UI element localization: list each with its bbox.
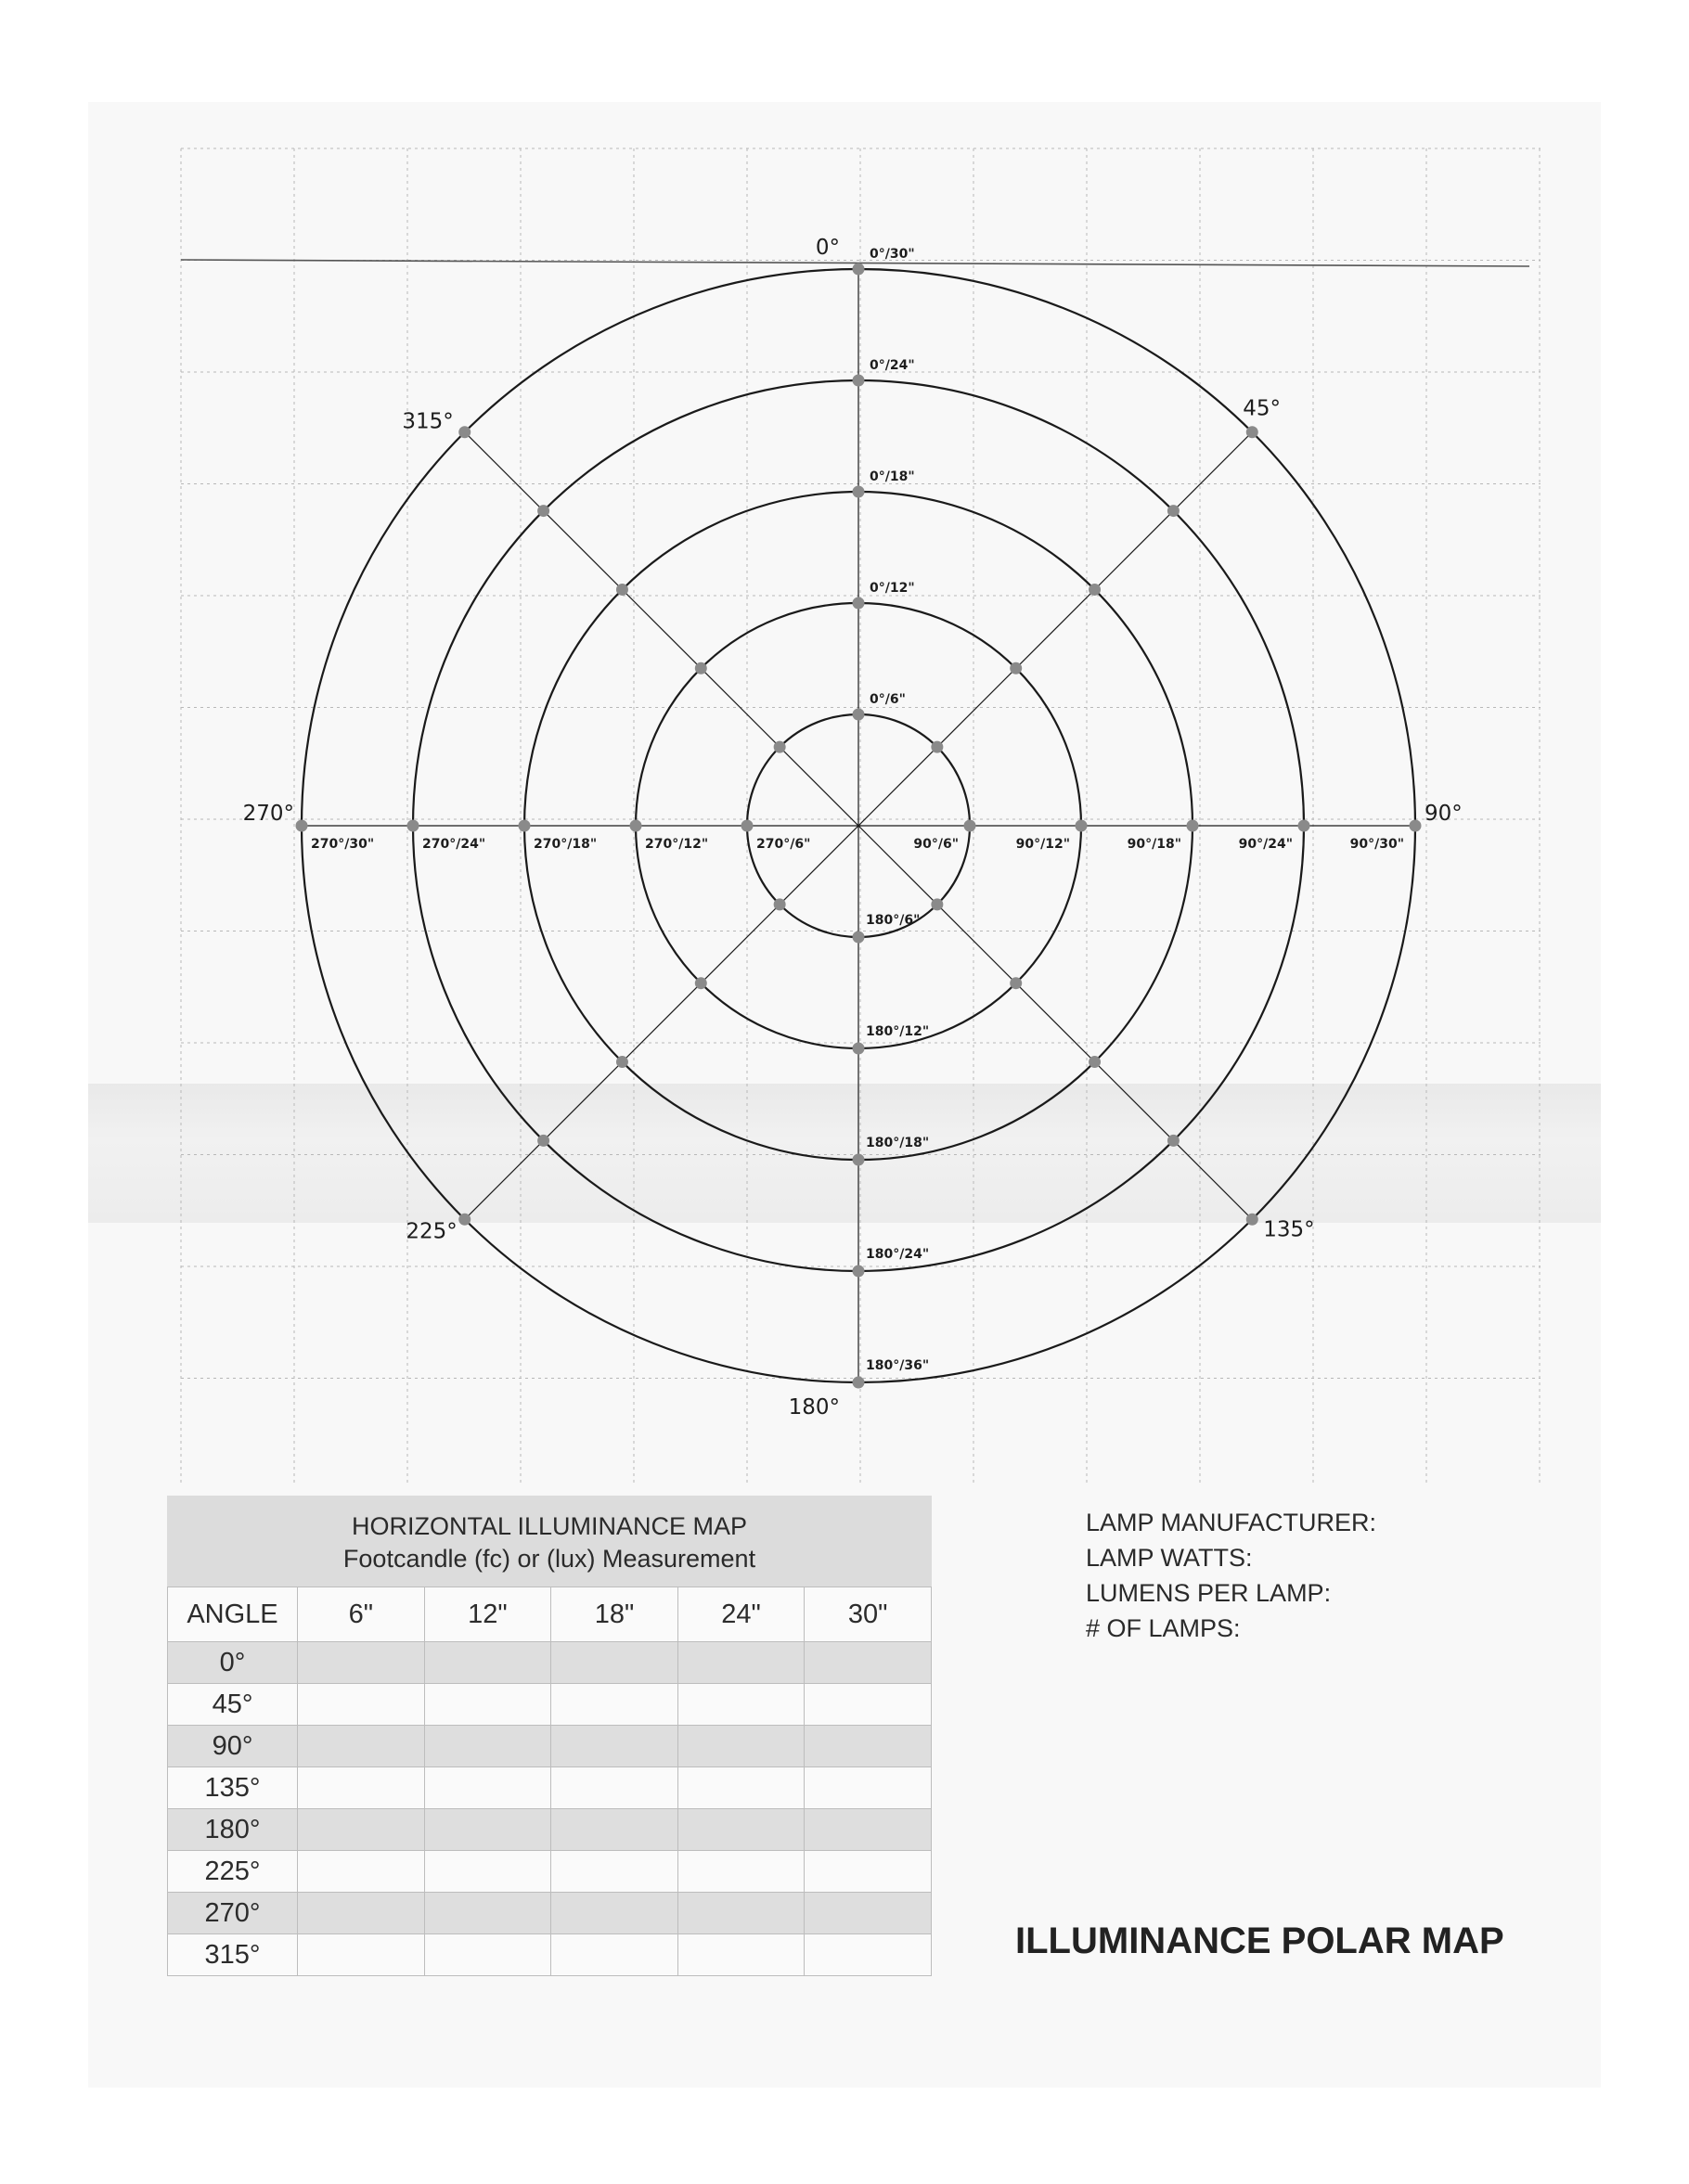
angle-label: 45° bbox=[1243, 396, 1282, 421]
value-cell[interactable] bbox=[551, 1851, 678, 1893]
table-title: HORIZONTAL ILLUMINANCE MAP bbox=[351, 1512, 748, 1540]
table-subtitle: Footcandle (fc) or (lux) Measurement bbox=[342, 1545, 756, 1573]
angle-label: 315° bbox=[402, 409, 454, 434]
value-cell[interactable] bbox=[805, 1893, 932, 1934]
value-cell[interactable] bbox=[298, 1726, 425, 1767]
row-angle: 135° bbox=[168, 1767, 298, 1809]
measurement-point bbox=[853, 1043, 865, 1055]
value-cell[interactable] bbox=[298, 1851, 425, 1893]
measurement-point bbox=[1167, 1135, 1180, 1147]
value-cell[interactable] bbox=[551, 1642, 678, 1684]
table-header-row bbox=[168, 1587, 932, 1642]
measurement-point bbox=[1010, 662, 1022, 674]
measurement-point bbox=[458, 426, 471, 438]
table-row bbox=[168, 1893, 932, 1934]
value-cell[interactable] bbox=[677, 1809, 805, 1851]
point-label: 180°/24" bbox=[866, 1247, 930, 1262]
measurement-point bbox=[1246, 1214, 1258, 1226]
measurement-point bbox=[1410, 820, 1422, 832]
measurement-point bbox=[853, 931, 865, 944]
measurement-point bbox=[853, 1154, 865, 1166]
point-label: 90°/24" bbox=[1238, 837, 1293, 852]
measurement-point bbox=[931, 898, 943, 910]
point-label: 180°/12" bbox=[866, 1024, 930, 1039]
measurement-point bbox=[537, 505, 549, 517]
table-row bbox=[168, 1767, 932, 1809]
value-cell[interactable] bbox=[805, 1934, 932, 1976]
value-cell[interactable] bbox=[298, 1934, 425, 1976]
header-angle: ANGLE bbox=[168, 1587, 298, 1642]
value-cell[interactable] bbox=[551, 1893, 678, 1934]
table-row bbox=[168, 1642, 932, 1684]
measurement-point bbox=[931, 741, 943, 753]
header-30in: 30" bbox=[805, 1587, 932, 1642]
value-cell[interactable] bbox=[424, 1684, 551, 1726]
value-cell[interactable] bbox=[677, 1851, 805, 1893]
measurement-point bbox=[458, 1214, 471, 1226]
measurement-point bbox=[853, 709, 865, 721]
point-label: 180°/6" bbox=[866, 913, 921, 928]
point-label: 0°/24" bbox=[870, 358, 915, 373]
point-label: 90°/18" bbox=[1127, 837, 1181, 852]
header-24in: 24" bbox=[677, 1587, 805, 1642]
measurement-point bbox=[695, 977, 707, 989]
table-row bbox=[168, 1726, 932, 1767]
point-label: 180°/36" bbox=[866, 1358, 930, 1373]
value-cell[interactable] bbox=[677, 1767, 805, 1809]
value-cell[interactable] bbox=[551, 1809, 678, 1851]
value-cell[interactable] bbox=[551, 1767, 678, 1809]
row-angle: 315° bbox=[168, 1934, 298, 1976]
measurement-point bbox=[1076, 820, 1088, 832]
point-label: 180°/18" bbox=[866, 1136, 930, 1150]
row-angle: 0° bbox=[168, 1642, 298, 1684]
table-row bbox=[168, 1809, 932, 1851]
point-label: 270°/6" bbox=[756, 837, 811, 852]
row-angle: 225° bbox=[168, 1851, 298, 1893]
table-row bbox=[168, 1684, 932, 1726]
value-cell[interactable] bbox=[677, 1934, 805, 1976]
value-cell[interactable] bbox=[551, 1726, 678, 1767]
value-cell[interactable] bbox=[805, 1809, 932, 1851]
point-label: 0°/30" bbox=[870, 247, 915, 262]
value-cell[interactable] bbox=[677, 1642, 805, 1684]
value-cell[interactable] bbox=[805, 1642, 932, 1684]
value-cell[interactable] bbox=[424, 1934, 551, 1976]
measurement-point bbox=[853, 375, 865, 387]
lamp-info-block bbox=[1086, 1505, 1376, 1646]
lumens-per-lamp-label: LUMENS PER LAMP: bbox=[1086, 1579, 1332, 1607]
value-cell[interactable] bbox=[551, 1934, 678, 1976]
value-cell[interactable] bbox=[677, 1684, 805, 1726]
value-cell[interactable] bbox=[551, 1684, 678, 1726]
row-angle: 45° bbox=[168, 1684, 298, 1726]
header-12in: 12" bbox=[424, 1587, 551, 1642]
value-cell[interactable] bbox=[424, 1642, 551, 1684]
value-cell[interactable] bbox=[298, 1642, 425, 1684]
measurement-point bbox=[1089, 1056, 1101, 1068]
value-cell[interactable] bbox=[424, 1809, 551, 1851]
value-cell[interactable] bbox=[298, 1684, 425, 1726]
value-cell[interactable] bbox=[424, 1851, 551, 1893]
table-header-block bbox=[167, 1496, 932, 1587]
value-cell[interactable] bbox=[424, 1893, 551, 1934]
point-label: 0°/18" bbox=[870, 469, 915, 484]
measurement-point bbox=[616, 584, 628, 596]
document-title: ILLUMINANCE POLAR MAP bbox=[1015, 1921, 1504, 1961]
point-label: 270°/12" bbox=[645, 837, 709, 852]
point-label: 90°/6" bbox=[913, 837, 959, 852]
measurement-point bbox=[296, 820, 308, 832]
angle-label: 135° bbox=[1263, 1217, 1315, 1242]
point-labels bbox=[311, 247, 1404, 1373]
angle-label: 270° bbox=[242, 802, 294, 826]
value-cell[interactable] bbox=[677, 1726, 805, 1767]
angle-label: 0° bbox=[815, 236, 840, 260]
measurement-point bbox=[407, 820, 419, 832]
measurement-point bbox=[537, 1135, 549, 1147]
measurement-point bbox=[853, 1265, 865, 1278]
measurement-point bbox=[616, 1056, 628, 1068]
lamp-watts-label: LAMP WATTS: bbox=[1086, 1544, 1253, 1572]
point-label: 90°/30" bbox=[1349, 837, 1404, 852]
measurement-point bbox=[741, 820, 754, 832]
table-row bbox=[168, 1934, 932, 1976]
value-cell[interactable] bbox=[424, 1726, 551, 1767]
measurement-point bbox=[1298, 820, 1310, 832]
measurement-point bbox=[630, 820, 642, 832]
lamp-manufacturer-label: LAMP MANUFACTURER: bbox=[1086, 1509, 1377, 1536]
point-label: 270°/30" bbox=[311, 837, 375, 852]
measurement-point bbox=[853, 597, 865, 610]
dotted-grid bbox=[181, 148, 1541, 1483]
measurement-point bbox=[853, 1377, 865, 1389]
value-cell[interactable] bbox=[805, 1851, 932, 1893]
measurement-point bbox=[519, 820, 531, 832]
value-cell[interactable] bbox=[677, 1893, 805, 1934]
number-of-lamps-label: # OF LAMPS: bbox=[1086, 1614, 1241, 1642]
value-cell[interactable] bbox=[424, 1767, 551, 1809]
value-cell[interactable] bbox=[298, 1809, 425, 1851]
value-cell[interactable] bbox=[298, 1893, 425, 1934]
table-row bbox=[168, 1851, 932, 1893]
value-cell[interactable] bbox=[298, 1767, 425, 1809]
point-label: 0°/6" bbox=[870, 692, 906, 707]
header-18in: 18" bbox=[551, 1587, 678, 1642]
header-6in: 6" bbox=[298, 1587, 425, 1642]
measurement-point bbox=[1167, 505, 1180, 517]
measurement-point bbox=[1187, 820, 1199, 832]
point-label: 270°/18" bbox=[534, 837, 598, 852]
angle-labels bbox=[243, 236, 1463, 1420]
row-angle: 90° bbox=[168, 1726, 298, 1767]
measurement-point bbox=[1246, 426, 1258, 438]
measurement-point bbox=[1089, 584, 1101, 596]
measurement-point bbox=[1010, 977, 1022, 989]
row-angle: 180° bbox=[168, 1809, 298, 1851]
illuminance-table-panel bbox=[167, 1496, 932, 1976]
illuminance-table bbox=[167, 1587, 932, 1976]
point-label: 0°/12" bbox=[870, 581, 915, 596]
measurement-point bbox=[695, 662, 707, 674]
point-label: 90°/12" bbox=[1015, 837, 1070, 852]
angle-label: 225° bbox=[406, 1219, 458, 1244]
measurement-point bbox=[853, 263, 865, 276]
point-label: 270°/24" bbox=[422, 837, 486, 852]
angle-label: 90° bbox=[1425, 802, 1463, 826]
measurement-point bbox=[964, 820, 976, 832]
measurement-point bbox=[853, 486, 865, 498]
angle-label: 180° bbox=[788, 1395, 840, 1420]
measurement-point bbox=[774, 741, 786, 753]
measurement-point bbox=[774, 898, 786, 910]
row-angle: 270° bbox=[168, 1893, 298, 1934]
value-cell[interactable] bbox=[805, 1726, 932, 1767]
value-cell[interactable] bbox=[805, 1767, 932, 1809]
value-cell[interactable] bbox=[805, 1684, 932, 1726]
